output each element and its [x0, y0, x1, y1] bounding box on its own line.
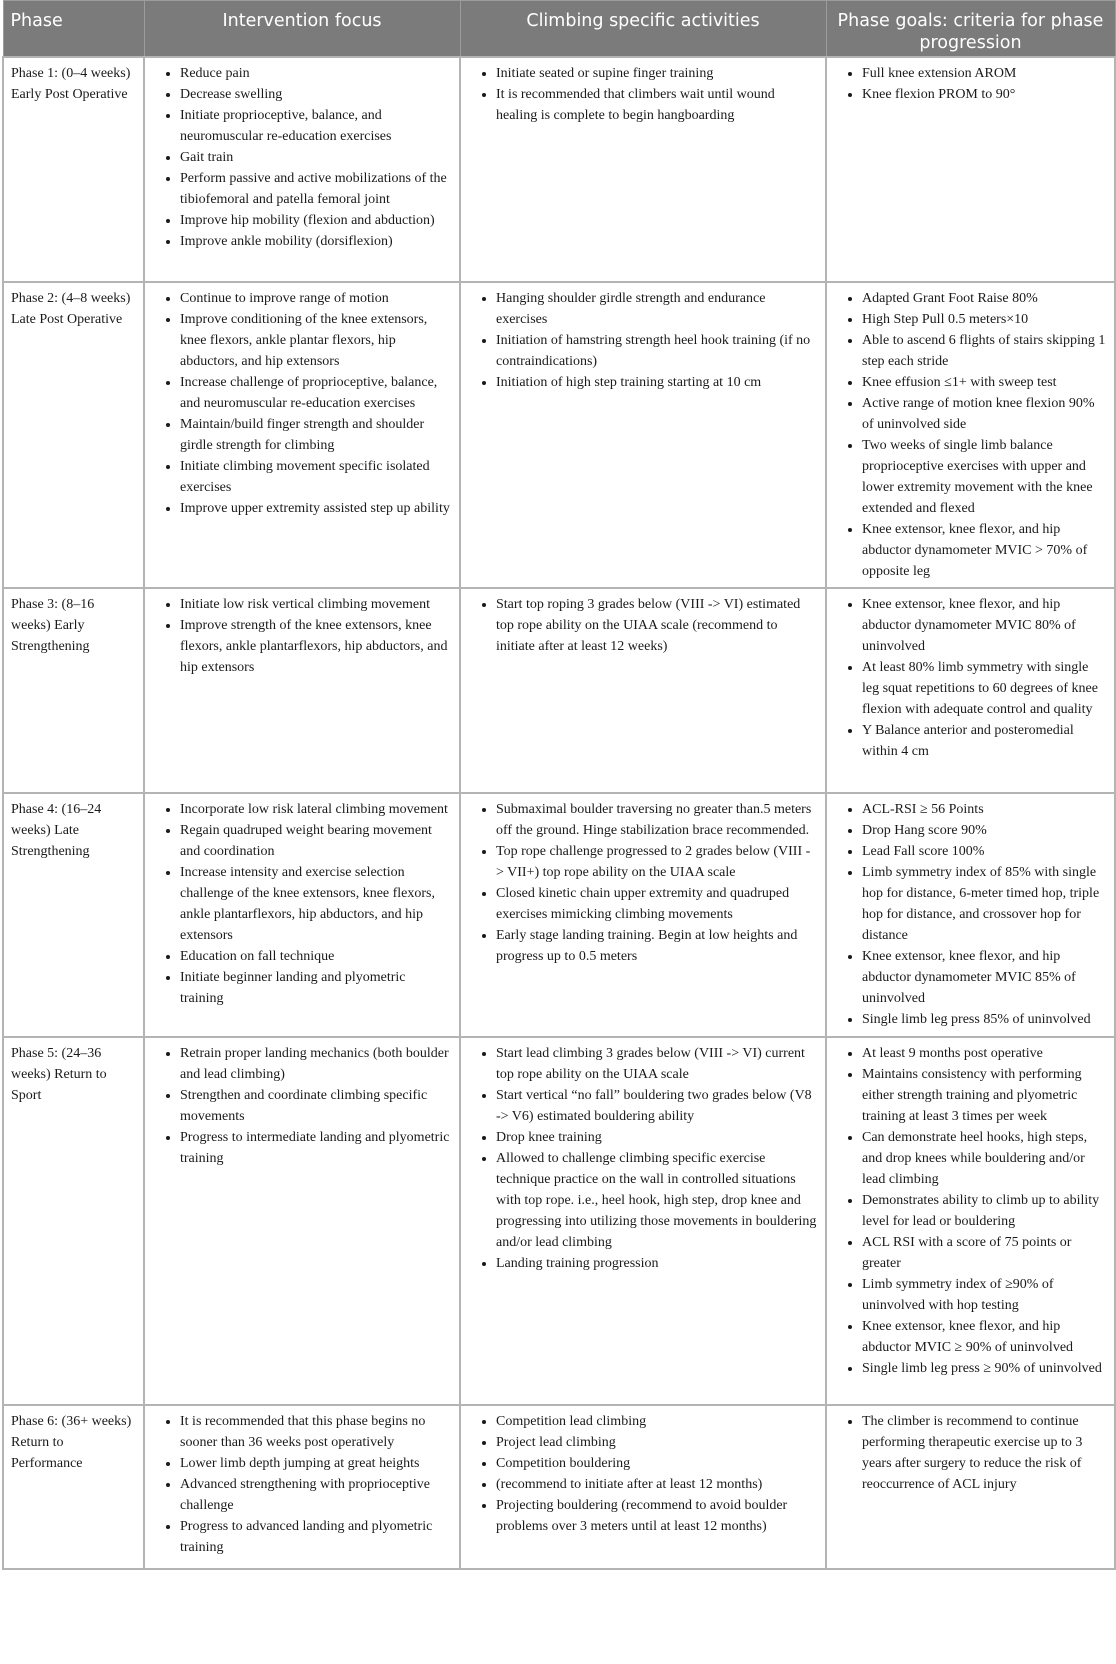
phase-goals-list	[835, 1411, 1106, 1495]
climbing-activity-item: • Start lead climbing 3 grades below (VIII -> VI) current top rope ability on the UIAA scale	[496, 1043, 817, 1085]
phase-goals-cell	[826, 793, 1115, 1037]
phase-goals-cell	[826, 1037, 1115, 1405]
intervention-focus-cell	[144, 57, 460, 282]
intervention-focus-cell	[144, 1037, 460, 1405]
header-row	[3, 1, 1115, 58]
phase-goal-item: • Lead Fall score 100%	[862, 841, 1106, 862]
climbing-activities-list	[469, 799, 817, 967]
intervention-item: • Improve ankle mobility (dorsiflexion)	[180, 231, 451, 252]
climbing-activity-item: • Drop knee training	[496, 1127, 817, 1148]
climbing-activities-list	[469, 1411, 817, 1537]
phase-cell: Phase 2: (4–8 weeks) Late Post Operative	[3, 282, 144, 588]
table-row	[3, 1405, 1115, 1569]
climbing-activity-item: • Initiate seated or supine finger training	[496, 63, 817, 84]
intervention-item: • Regain quadruped weight bearing movement and coordination	[180, 820, 451, 862]
phase-goal-item: • Limb symmetry index of 85% with single hop for distance, 6-meter timed hop, triple hop for distance, and crossover hop for distance	[862, 862, 1106, 946]
phase-goal-item: • Maintains consistency with performing either strength training and plyometric training at least 3 times per week	[862, 1064, 1106, 1127]
phase-goal-item: • Single limb leg press 85% of uninvolved	[862, 1009, 1106, 1030]
intervention-item: • Retrain proper landing mechanics (both boulder and lead climbing)	[180, 1043, 451, 1085]
phase-goal-item: • The climber is recommend to continue performing therapeutic exercise up to 3 years after surgery to reduce the risk of reoccurrence of ACL injury	[862, 1411, 1106, 1495]
table-row	[3, 282, 1115, 588]
phase-goal-item: • Active range of motion knee flexion 90% of uninvolved side	[862, 393, 1106, 435]
climbing-activities-cell	[460, 1037, 826, 1405]
table-body	[3, 57, 1115, 1569]
header-phase: Phase	[3, 1, 144, 58]
phase-goal-item: • Knee flexion PROM to 90°	[862, 84, 1106, 105]
phase-goal-item: • Demonstrates ability to climb up to ability level for lead or bouldering	[862, 1190, 1106, 1232]
climbing-activity-item: • Early stage landing training. Begin at low heights and progress up to 0.5 meters	[496, 925, 817, 967]
header-climbing-activities: Climbing specific activities	[460, 1, 826, 58]
intervention-item: • Initiate beginner landing and plyometric training	[180, 967, 451, 1009]
phase-goal-item: • Knee extensor, knee flexor, and hip abductor dynamometer MVIC 80% of uninvolved	[862, 594, 1106, 657]
climbing-activity-item: • Start top roping 3 grades below (VIII -> VI) estimated top rope ability on the UIAA scale (recommend to initiate after at least 12 weeks)	[496, 594, 817, 657]
intervention-item: • Progress to advanced landing and plyometric training	[180, 1516, 451, 1558]
phase-goal-item: • Knee extensor, knee flexor, and hip abductor dynamometer MVIC 85% of uninvolved	[862, 946, 1106, 1009]
header-intervention-focus: Intervention focus	[144, 1, 460, 58]
phase-goals-list	[835, 63, 1106, 105]
intervention-item: • Gait train	[180, 147, 451, 168]
intervention-item: • Initiate climbing movement specific isolated exercises	[180, 456, 451, 498]
intervention-item: • Education on fall technique	[180, 946, 451, 967]
climbing-activities-cell	[460, 1405, 826, 1569]
climbing-activity-item: • Projecting bouldering (recommend to avoid boulder problems over 3 meters until at least 12 months)	[496, 1495, 817, 1537]
intervention-focus-cell	[144, 793, 460, 1037]
phase-cell: Phase 6: (36+ weeks) Return to Performance	[3, 1405, 144, 1569]
intervention-item: • Initiate low risk vertical climbing movement	[180, 594, 451, 615]
table-header	[3, 1, 1115, 58]
table-row	[3, 793, 1115, 1037]
phase-goal-item: • Can demonstrate heel hooks, high steps, and drop knees while bouldering and/or lead climbing	[862, 1127, 1106, 1190]
climbing-activity-item: • It is recommended that climbers wait until wound healing is complete to begin hangboarding	[496, 84, 817, 126]
phase-goal-item: • Y Balance anterior and posteromedial within 4 cm	[862, 720, 1106, 762]
intervention-item: • Incorporate low risk lateral climbing movement	[180, 799, 451, 820]
climbing-activity-item: • Allowed to challenge climbing specific exercise technique practice on the wall in controlled situations with top rope. i.e., heel hook, high step, drop knee and progressing into utilizing those movements in bouldering and/or lead climbing	[496, 1148, 817, 1253]
phase-goals-cell	[826, 282, 1115, 588]
phase-goals-cell	[826, 1405, 1115, 1569]
intervention-focus-list	[153, 1043, 451, 1169]
climbing-activity-item: • Top rope challenge progressed to 2 grades below (VIII -> VII+) top rope ability on the UIAA scale	[496, 841, 817, 883]
intervention-focus-cell	[144, 282, 460, 588]
intervention-item: • It is recommended that this phase begins no sooner than 36 weeks post operatively	[180, 1411, 451, 1453]
climbing-activities-list	[469, 288, 817, 393]
climbing-activities-cell	[460, 588, 826, 793]
intervention-focus-list	[153, 63, 451, 252]
phase-goals-list	[835, 594, 1106, 762]
intervention-item: • Improve upper extremity assisted step up ability	[180, 498, 451, 519]
phase-goal-item: • Two weeks of single limb balance proprioceptive exercises with upper and lower extremity movement with the knee extended and flexed	[862, 435, 1106, 519]
phase-goal-item: • Able to ascend 6 flights of stairs skipping 1 step each stride	[862, 330, 1106, 372]
phase-goal-item: • ACL-RSI ≥ 56 Points	[862, 799, 1106, 820]
climbing-activity-item: • Competition lead climbing	[496, 1411, 817, 1432]
phase-goal-item: • ACL RSI with a score of 75 points or greater	[862, 1232, 1106, 1274]
intervention-item: • Progress to intermediate landing and plyometric training	[180, 1127, 451, 1169]
climbing-activity-item: • Competition bouldering	[496, 1453, 817, 1474]
intervention-item: • Strengthen and coordinate climbing specific movements	[180, 1085, 451, 1127]
climbing-activities-list	[469, 1043, 817, 1274]
intervention-focus-list	[153, 1411, 451, 1558]
phase-goal-item: • Knee extensor, knee flexor, and hip abductor MVIC ≥ 90% of uninvolved	[862, 1316, 1106, 1358]
intervention-item: • Advanced strengthening with proprioceptive challenge	[180, 1474, 451, 1516]
climbing-activity-item: • Start vertical “no fall” bouldering two grades below (V8 -> V6) estimated bouldering ability	[496, 1085, 817, 1127]
phase-goals-list	[835, 288, 1106, 582]
phase-goal-item: • At least 80% limb symmetry with single leg squat repetitions to 60 degrees of knee flexion with adequate control and quality	[862, 657, 1106, 720]
intervention-focus-list	[153, 799, 451, 1009]
intervention-item: • Improve conditioning of the knee extensors, knee flexors, ankle plantar flexors, hip abductors, and hip extensors	[180, 309, 451, 372]
phase-cell: Phase 3: (8–16 weeks) Early Strengthening	[3, 588, 144, 793]
intervention-item: • Perform passive and active mobilizations of the tibiofemoral and patella femoral joint	[180, 168, 451, 210]
phase-goal-item: • Limb symmetry index of ≥90% of uninvolved with hop testing	[862, 1274, 1106, 1316]
intervention-item: • Reduce pain	[180, 63, 451, 84]
phase-goal-item: • Single limb leg press ≥ 90% of uninvolved	[862, 1358, 1106, 1379]
intervention-item: • Increase intensity and exercise selection challenge of the knee extensors, knee flexors, ankle plantarflexors, hip abductors, and hip extensors	[180, 862, 451, 946]
header-phase-goals: Phase goals: criteria for phase progression	[826, 1, 1115, 58]
intervention-focus-cell	[144, 1405, 460, 1569]
intervention-focus-list	[153, 594, 451, 678]
climbing-activity-item: • Submaximal boulder traversing no greater than.5 meters off the ground. Hinge stabilization brace recommended.	[496, 799, 817, 841]
intervention-item: • Decrease swelling	[180, 84, 451, 105]
climbing-activity-item: • Closed kinetic chain upper extremity and quadruped exercises mimicking climbing movements	[496, 883, 817, 925]
intervention-focus-cell	[144, 588, 460, 793]
climbing-activity-item: • Project lead climbing	[496, 1432, 817, 1453]
climbing-activity-item: • (recommend to initiate after at least 12 months)	[496, 1474, 817, 1495]
climbing-activity-item: • Hanging shoulder girdle strength and endurance exercises	[496, 288, 817, 330]
phase-goals-cell	[826, 588, 1115, 793]
intervention-item: • Improve hip mobility (flexion and abduction)	[180, 210, 451, 231]
intervention-item: • Improve strength of the knee extensors, knee flexors, ankle plantarflexors, hip abductors, and hip extensors	[180, 615, 451, 678]
intervention-item: • Initiate proprioceptive, balance, and neuromuscular re-education exercises	[180, 105, 451, 147]
table-row	[3, 1037, 1115, 1405]
climbing-activities-list	[469, 63, 817, 126]
climbing-activity-item: • Landing training progression	[496, 1253, 817, 1274]
climbing-activities-cell	[460, 282, 826, 588]
phase-goal-item: • High Step Pull 0.5 meters×10	[862, 309, 1106, 330]
phase-goal-item: • Knee extensor, knee flexor, and hip abductor dynamometer MVIC > 70% of opposite leg	[862, 519, 1106, 582]
phase-goals-list	[835, 1043, 1106, 1379]
table-row	[3, 588, 1115, 793]
intervention-focus-list	[153, 288, 451, 519]
climbing-activities-cell	[460, 793, 826, 1037]
phase-goals-cell	[826, 57, 1115, 282]
climbing-activity-item: • Initiation of high step training starting at 10 cm	[496, 372, 817, 393]
phase-goal-item: • Full knee extension AROM	[862, 63, 1106, 84]
climbing-activities-list	[469, 594, 817, 657]
climbing-activities-cell	[460, 57, 826, 282]
phase-cell: Phase 1: (0–4 weeks) Early Post Operative	[3, 57, 144, 282]
table-row	[3, 57, 1115, 282]
phase-goal-item: • Drop Hang score 90%	[862, 820, 1106, 841]
intervention-item: • Maintain/build finger strength and shoulder girdle strength for climbing	[180, 414, 451, 456]
phase-goals-list	[835, 799, 1106, 1030]
phase-goal-item: • Adapted Grant Foot Raise 80%	[862, 288, 1106, 309]
intervention-item: • Lower limb depth jumping at great heights	[180, 1453, 451, 1474]
phase-cell: Phase 5: (24–36 weeks) Return to Sport	[3, 1037, 144, 1405]
rehab-phase-table	[2, 0, 1116, 1570]
intervention-item: • Increase challenge of proprioceptive, balance, and neuromuscular re-education exercises	[180, 372, 451, 414]
phase-cell: Phase 4: (16–24 weeks) Late Strengthening	[3, 793, 144, 1037]
phase-goal-item: • At least 9 months post operative	[862, 1043, 1106, 1064]
climbing-activity-item: • Initiation of hamstring strength heel hook training (if no contraindications)	[496, 330, 817, 372]
intervention-item: • Continue to improve range of motion	[180, 288, 451, 309]
phase-goal-item: • Knee effusion ≤1+ with sweep test	[862, 372, 1106, 393]
